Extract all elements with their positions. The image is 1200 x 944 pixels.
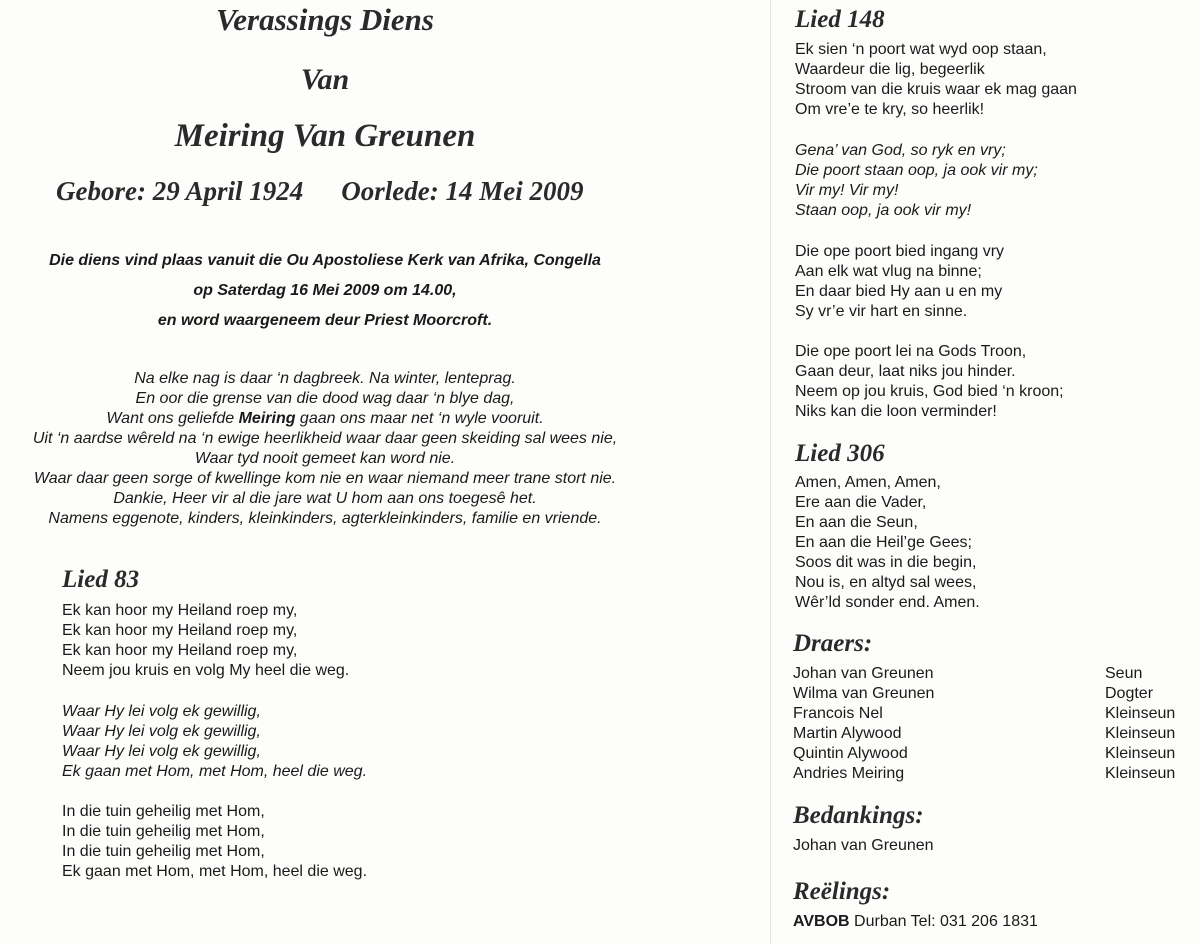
death-date: Oorlede: 14 Mei 2009 <box>341 176 584 206</box>
service-info <box>0 246 650 336</box>
bedankings-name: Johan van Greunen <box>793 837 934 854</box>
list-item: Johan van Greunen Seun <box>793 665 1143 682</box>
lied148-verse3: Die ope poort bied ingang vry Aan elk wat vlug na binne; En daar bied Hy aan u en my Sy vr’e vir hart en sinne. <box>795 243 1005 320</box>
service-line: Die diens vind plaas vanuit die Ou Apostoliese Kerk van Afrika, Congella <box>49 252 601 269</box>
poem-line: Uit ‘n aardse wêreld na ‘n ewige heerlikheid waar daar geen skeiding sal wees nie, <box>32 430 618 447</box>
poem-name: Meiring <box>238 410 296 427</box>
lied83-verse3: In die tuin geheilig met Hom, In die tuin geheilig met Hom, In die tuin geheilig met Hom, Ek gaan met Hom, met Hom, heel die weg. <box>62 803 368 880</box>
reelings-title: Reëlings: <box>793 878 891 905</box>
poem <box>0 369 650 529</box>
lied83-verse2: Waar Hy lei volg ek gewillig, Waar Hy lei volg ek gewillig, Waar Hy lei volg ek gewillig, Ek gaan met Hom, met Hom, heel die weg. <box>62 703 368 780</box>
lied148-title: Lied 148 <box>795 6 885 33</box>
lied83-verse1: Ek kan hoor my Heiland roep my, Ek kan hoor my Heiland roep my, Ek kan hoor my Heiland roep my, Neem jou kruis en volg My heel die weg. <box>62 602 350 679</box>
undertaker-contact: Durban Tel: 031 206 1831 <box>849 913 1038 930</box>
poem-line: Na elke nag is daar ‘n dagbreek. Na winter, lenteprag. <box>134 370 516 387</box>
lied148-verse4: Die ope poort lei na Gods Troon, Gaan deur, laat niks jou hinder. Neem op jou kruis, God bied ‘n kroon; Niks kan die loon verminder! <box>795 343 1064 420</box>
bedankings-title: Bedankings: <box>793 802 924 829</box>
poem-line: Want ons geliefde Meiring gaan ons maar net ‘n wyle vooruit. <box>106 410 544 427</box>
lied306-title: Lied 306 <box>795 440 885 467</box>
dates-line <box>56 176 583 207</box>
list-item: Francois Nel Kleinseun <box>793 705 1176 722</box>
lied148-verse2: Gena’ van God, so ryk en vry; Die poort staan oop, ja ook vir my; Vir my! Vir my! Staan oop, ja ook vir my! <box>795 142 1038 219</box>
fold-divider <box>770 0 771 944</box>
poem-line: Dankie, Heer vir al die jare wat U hom aan ons toegesê het. <box>113 490 537 507</box>
deceased-name: Meiring Van Greunen <box>174 118 476 154</box>
list-item: Quintin Alywood Kleinseun <box>793 745 1176 762</box>
service-line: en word waargeneem deur Priest Moorcroft. <box>157 312 493 329</box>
poem-line: Waar tyd nooit gemeet kan word nie. <box>194 450 456 467</box>
undertaker-name: AVBOB <box>793 913 850 930</box>
draers-title: Draers: <box>793 630 873 657</box>
list-item: Wilma van Greunen Dogter <box>793 685 1154 702</box>
poem-line: En oor die grense van die dood wag daar ‘n blye dag, <box>135 390 515 407</box>
poem-line: Namens eggenote, kinders, kleinkinders, agterkleinkinders, familie en vriende. <box>48 510 602 527</box>
title-service: Verassings Diens <box>216 2 434 37</box>
reelings-details <box>793 913 1038 931</box>
poem-line: Waar daar geen sorge of kwellinge kom nie en waar niemand meer trane stort nie. <box>33 470 617 487</box>
list-item: Martin Alywood Kleinseun <box>793 725 1176 742</box>
bearers-list <box>793 664 1185 784</box>
title-van: Van <box>300 63 350 96</box>
birth-date: Gebore: 29 April 1924 <box>56 176 304 206</box>
list-item: Andries Meiring Kleinseun <box>793 765 1176 782</box>
lied83-title: Lied 83 <box>62 566 140 593</box>
lied148-verse1: Ek sien ‘n poort wat wyd oop staan, Waardeur die lig, begeerlik Stroom van die kruis waar ek mag gaan Om vre’e te kry, so heerlik! <box>795 41 1077 118</box>
service-line: op Saterdag 16 Mei 2009 om 14.00, <box>193 282 457 299</box>
lied306-verse1: Amen, Amen, Amen, Ere aan die Vader, En aan die Seun, En aan die Heil’ge Gees; Soos dit was in die begin, Nou is, en altyd sal wees, Wêr’ld sonder end. Amen. <box>795 474 980 611</box>
